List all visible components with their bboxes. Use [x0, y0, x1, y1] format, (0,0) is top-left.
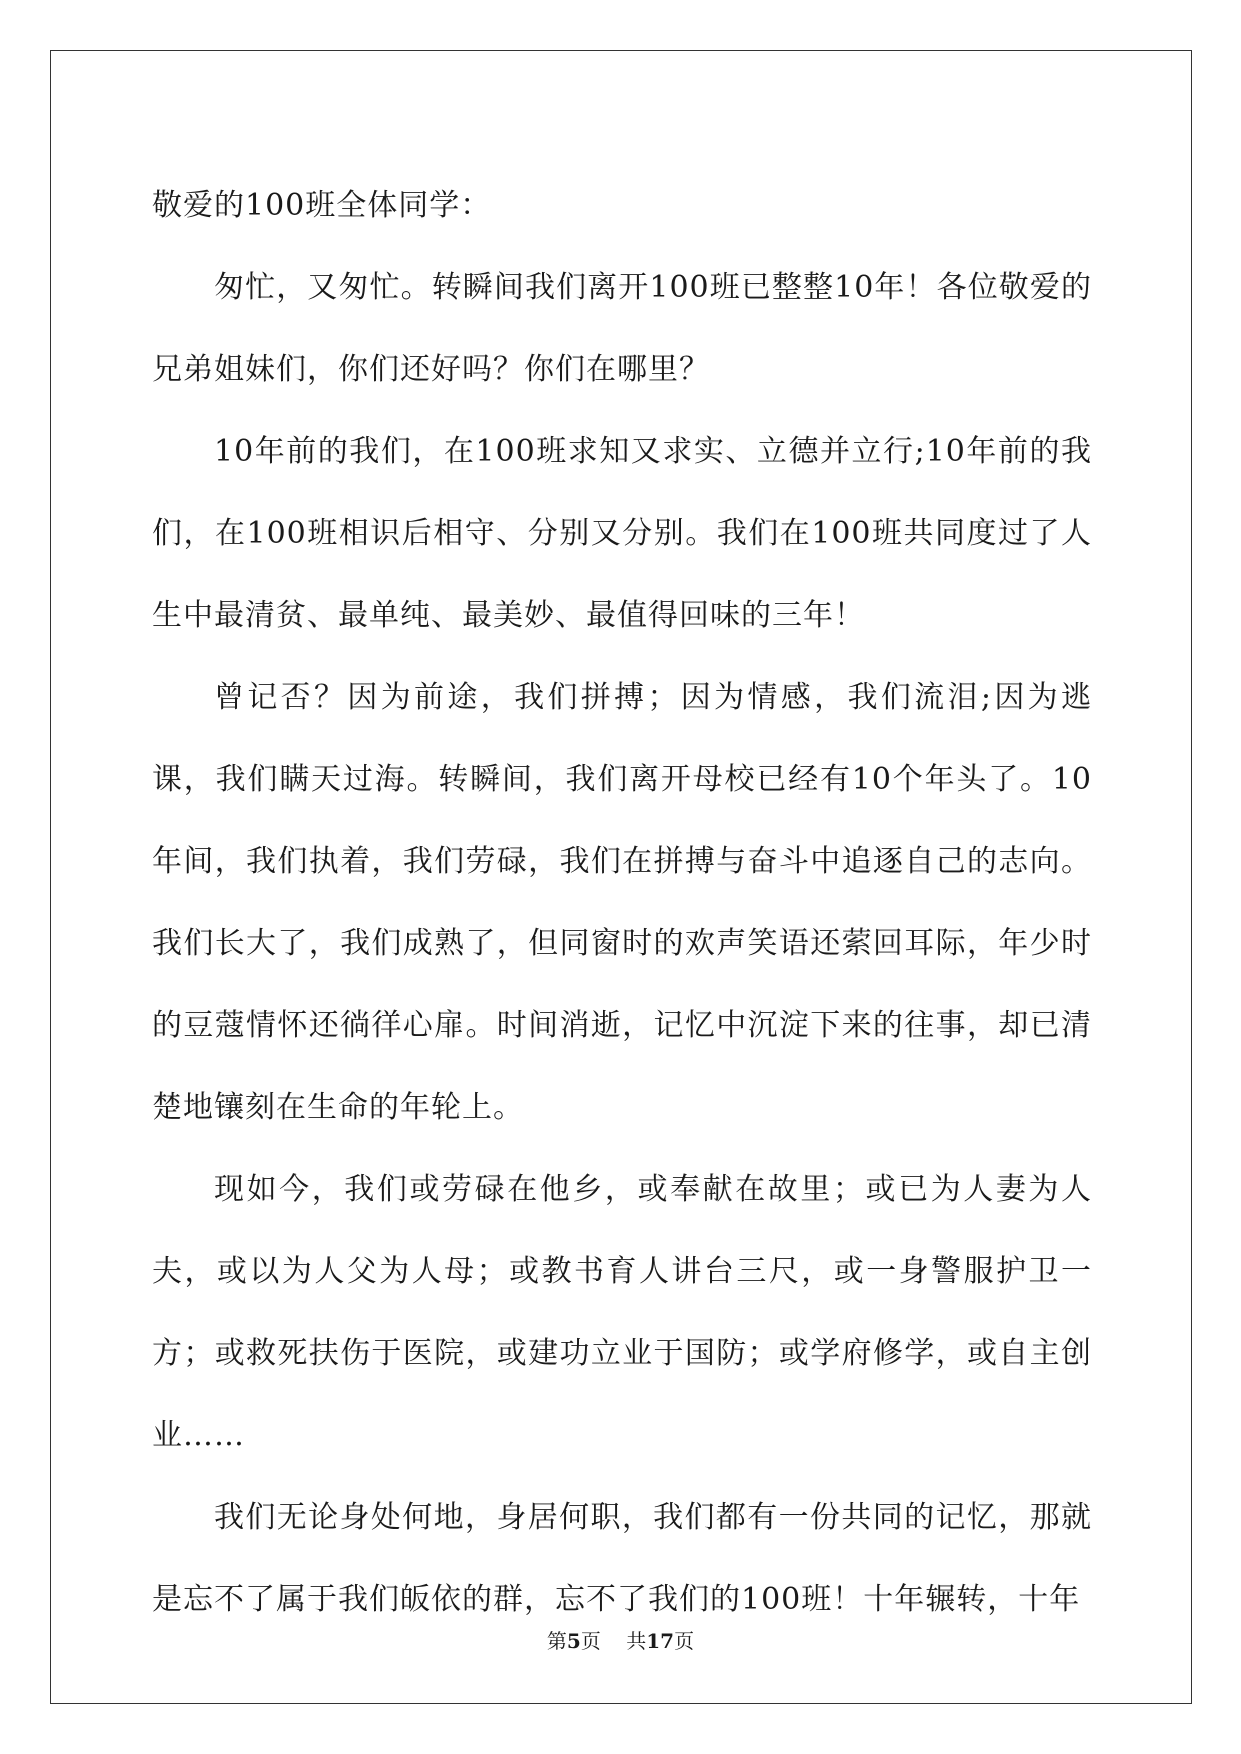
page-total-suffix: 页: [674, 1629, 695, 1653]
page-footer: [0, 1625, 1241, 1654]
paragraph-4: 现如今，我们或劳碌在他乡，或奉献在故里；或已为人妻为人夫，或以为人父为人母；或教书育人讲台三尺，或一身警服护卫一方；或救死扶伤于医院，或建功立业于国防；或学府修学，或自主创业……: [152, 1172, 1092, 1453]
paragraph-5: 我们无论身处何地，身居何职，我们都有一份共同的记忆，那就是忘不了属于我们皈依的群，忘不了我们的100班！十年辗转，十年: [152, 1500, 1092, 1617]
paragraph-2: 10年前的我们，在100班求知又求实、立德并立行;10年前的我们，在100班相识后相守、分别又分别。我们在100班共同度过了人生中最清贫、最单纯、最美妙、最值得回味的三年！: [152, 434, 1092, 633]
paragraph-3: 曾记否？因为前途，我们拼搏；因为情感，我们流泪;因为逃课，我们瞒天过海。转瞬间，我们离开母校已经有10个年头了。10年间，我们执着，我们劳碌，我们在拼搏与奋斗中追逐自己的志向。我们长大了，我们成熟了，但同窗时的欢声笑语还萦回耳际，年少时的豆蔻情怀还徜徉心扉。时间消逝，记忆中沉淀下来的往事，却已清楚地镶刻在生命的年轮上。: [152, 680, 1092, 1125]
page-number-current: 5: [566, 1629, 581, 1653]
document-body: [152, 165, 1092, 1641]
paragraph-salutation: 敬爱的100班全体同学：: [152, 188, 492, 223]
paragraph-1: 匆忙，又匆忙。转瞬间我们离开100班已整整10年！各位敬爱的兄弟姐妹们，你们还好吗？你们在哪里？: [152, 270, 1092, 387]
page-total-prefix: 共: [626, 1629, 647, 1653]
page-number-suffix: 页: [580, 1629, 601, 1653]
page-number-total: 17: [646, 1629, 675, 1653]
page-number-prefix: 第: [546, 1629, 567, 1653]
